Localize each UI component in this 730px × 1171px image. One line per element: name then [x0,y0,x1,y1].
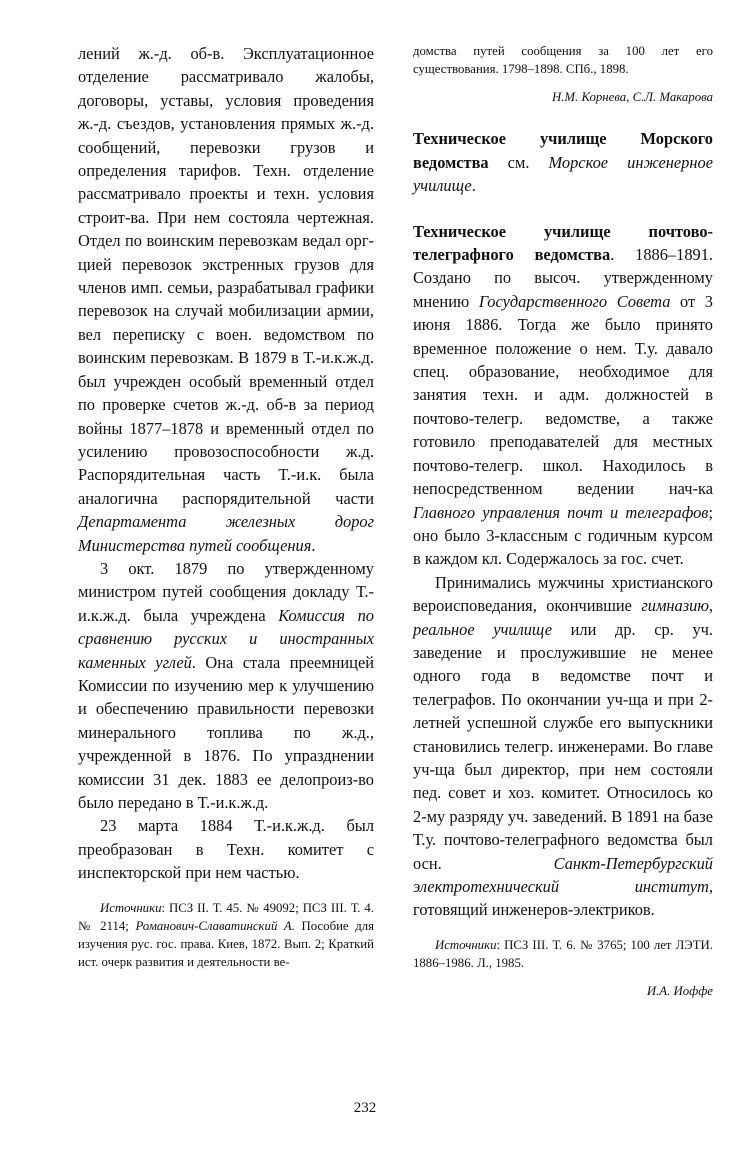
left-column [78,42,374,971]
author-signature: И.А. Иоффе [646,984,713,999]
cross-reference: Комиссия по сравнению русских и иностранных каменных углей [78,605,374,672]
entry-postal-telegraph-school: Техническое училище почтово-телеграфного ведомства. 1886–1891. Создано по высоч. утвержденному мнению Государственного Совета от 3 июня 1886. Тогда же было принято временное положение о нем. Т.у. давало спец. образование, необходимое для занятия техн. и адм. должностей в почтово-телегр. ведомстве, а также готовило преподавателей для местных почтово-телегр. школ. Находилось в непосредственном ведении нач-ка Главного управления почт и телеграфов; оно было 3-классным с годичным курсом в каждом кл. Содержалось за гос. счет. [413,221,713,569]
cross-reference: Санкт-Петербургский электротехнический институт [413,853,713,896]
entry-term: Техническое училище почтово-телеграфного ведомства [413,221,713,265]
paragraph-reorganization: 23 марта 1884 Т.-и.к.ж.д. был преобразован в Техн. комитет с инспекторской при нем частью. [78,816,374,883]
sources-continued: домства путей сообщения за 100 лет его существования. 1798–1898. СПб., 1898. [413,44,713,77]
sources-left: Источники: ПСЗ II. Т. 45. № 49092; ПСЗ III. Т. 4. № 2114; Романович-Славатинский А. Пособие для изучения рус. гос. права. Киев, 1872. Вып. 2; Краткий ист. очерк развития и деятельности ве- [78,900,374,970]
paragraph-commission: 3 окт. 1879 по утвержденному министром путей сообщения докладу Т.-и.к.ж.д. была учреждена Комиссия по сравнению русских и иностранных каменных углей. Она стала преемницей Комиссии по изучению мер к улучшению и обеспечению правильности перевозки минерального топлива по ж.д., учрежденной в 1876. По упразднении комиссии 31 дек. 1883 ее делопроиз-во было передано в Т.-и.к.ж.д. [78,558,374,812]
entry-term: Техническое училище Морского ведомства [413,129,713,172]
cross-reference: гимназию [641,596,709,616]
entry-naval-school: Техническое училище Морского ведомства см. Морское инженерное училище. [413,129,713,196]
cross-reference: Морское инженерное училище [413,152,713,196]
cross-reference: Государственного Совета [478,291,671,311]
cross-reference: реальное училище [413,619,552,639]
cross-reference: Главного управления почт и телеграфов [413,502,709,522]
right-column [413,42,713,999]
paragraph-directorate: лений ж.-д. об-в. Эксплуатационное отделение рассматривало жалобы, договоры, уставы, условия проведения ж.-д. съездов, установления прямых ж.-д. сообщений, перевозки грузов и определения тарифов. Техн. отделение рассматривало проекты и техн. условия строит-ва. При нем состояла чертежная. Отдел по воинским перевозкам ведал орг-цией перевозок экстренных грузов для членов имп. семьи, разрабатывал графики перевозок на случай мобилизации армии, вел переписку с воен. ведомством по воинским перевозкам. В 1879 в Т.-и.к.ж.д. был учрежден особый временный отдел по проверке счетов ж.-д. об-в за период войны 1877–1878 и временный отдел по усилению провозоспособности ж.д. Распорядительная часть Т.-и.к. была аналогична распорядительной части Департамента железных дорог Министерства путей сообщения. [78,44,374,555]
author-signature: Н.М. Корнева, С.Л. Макарова [551,90,713,105]
sources-right: Источники: ПСЗ III. Т. 6. № 3765; 100 лет ЛЭТИ. 1886–1986. Л., 1985. [413,937,713,971]
page-number: 232 [353,1100,377,1116]
paragraph-admission: Принимались мужчины христианского вероисповедания, окончившие гимназию, реальное училище или др. ср. уч. заведение и прослужившие не менее одного года в ведомстве почт и телеграфов. По окончании уч-ща и при 2-летней успешной службе его выпускники становились телегр. инженерами. Во главе уч-ща был директор, при нем состояли пед. совет и хоз. комитет. Относилось ко 2-му разряду уч. заведений. В 1891 на базе Т.у. почтово-телеграфного ведомства был осн. Санкт-Петербургский электротехнический институт, готовящий инженеров-электриков. [413,572,713,920]
cross-reference: Департамента железных дорог Министерства путей сообщения [78,512,374,555]
